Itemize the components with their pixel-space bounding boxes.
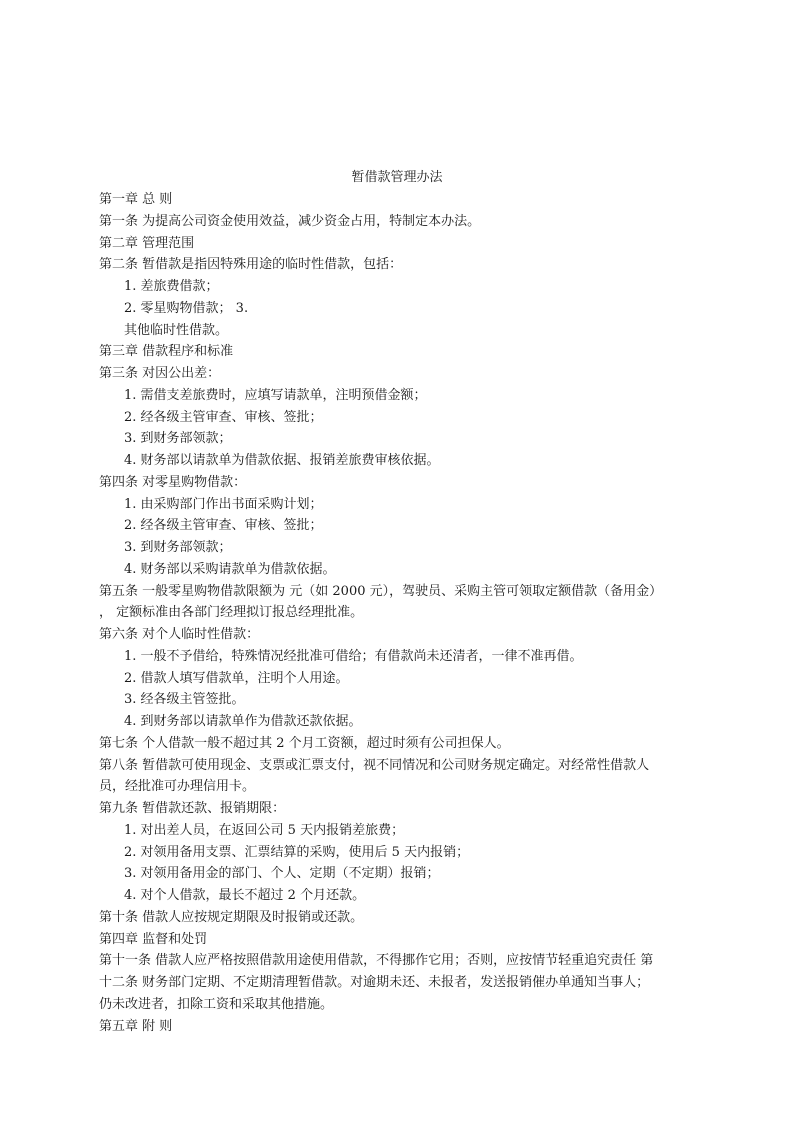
document-title: 暂借款管理办法	[351, 170, 443, 185]
list-item: 2. 经各级主管审查、审核、签批；	[124, 409, 323, 425]
paragraph-line: 第二条 暂借款是指因特殊用途的临时性借款，包括：	[99, 257, 403, 273]
list-item: 4. 对个人借款，最长不超过 2 个月还款。	[124, 888, 366, 903]
list-item: 1. 由采购部门作出书面采购计划；	[124, 496, 323, 512]
list-item: 4. 财务部以采购请款单为借款依据。	[124, 561, 336, 577]
paragraph-line: 第七条 个人借款一般不超过其 2 个月工资额，超过时须有公司担保人。	[99, 735, 510, 751]
paragraph-line: 第十一条 借款人应严格按照借款用途使用借款，不得挪作它用；否则，应按情节轻重追究责任 第	[99, 953, 654, 969]
list-item: 其他临时性借款。	[124, 322, 229, 338]
list-item: 1. 一般不予借给，特殊情况经批准可借给；有借款尚未还清者，一律不准再借。	[124, 648, 583, 664]
paragraph-line: 第五章 附 则	[99, 1018, 173, 1034]
list-item: 1. 需借支差旅费时，应填写请款单，注明预借金额；	[124, 387, 427, 403]
paragraph-line: 第三条 对因公出差：	[99, 366, 221, 381]
list-item: 2. 零星购物借款； 3.	[124, 300, 249, 316]
paragraph-line: 第三章 借款程序和标准	[99, 344, 234, 360]
list-item: 3. 对领用备用金的部门、个人、定期（不定期）报销；	[124, 866, 440, 882]
list-item: 3. 到财务部领款；	[124, 431, 232, 447]
paragraph-line: 第六条 对个人临时性借款：	[99, 627, 260, 642]
paragraph-line: 第十条 借款人应按规定期限及时报销或还款。	[99, 909, 364, 925]
list-item: 2. 经各级主管审查、审核、签批；	[124, 518, 323, 534]
paragraph-line: 仍未改进者，扣除工资和采取其他措施。	[99, 996, 334, 1012]
paragraph-line: 第九条 暂借款还款、报销期限：	[99, 801, 286, 816]
paragraph-line: 第一条 为提高公司资金使用效益，减少资金占用，特制定本办法。	[99, 213, 481, 229]
list-item: 3. 到财务部领款；	[124, 540, 232, 555]
paragraph-line: 员，经批准可办理信用卡。	[99, 779, 256, 795]
paragraph-line: 第五条 一般零星购物借款限额为 元（如 2000 元），驾驶员、采购主管可领取定额借款（备用金）	[99, 583, 663, 599]
paragraph-line: 第四条 对零星购物借款：	[99, 474, 247, 490]
list-item: 1. 差旅费借款；	[124, 279, 219, 294]
paragraph-line: 第一章 总 则	[99, 192, 173, 207]
list-item: 3. 经各级主管签批。	[124, 692, 245, 708]
list-item: 4. 到财务部以请款单作为借款还款依据。	[124, 714, 362, 729]
paragraph-line: 第八条 暂借款可使用现金、支票或汇票支付，视不同情况和公司财务规定确定。对经常性借款人	[99, 757, 650, 773]
paragraph-line: 十二条 财务部门定期、不定期清理暂借款。对逾期未还、未报者，发送报销催办单通知当事人；	[99, 975, 650, 990]
document-body	[99, 189, 709, 1037]
list-item: 1. 对出差人员，在返回公司 5 天内报销差旅费；	[124, 822, 405, 838]
list-item: 2. 对领用备用支票、汇票结算的采购，使用后 5 天内报销；	[124, 844, 470, 860]
list-item: 4. 财务部以请款单为借款依据、报销差旅费审核依据。	[124, 453, 440, 468]
paragraph-line: 第四章 监督和处罚	[99, 931, 208, 947]
paragraph-line: ， 定额标准由各部门经理拟订报总经理批准。	[99, 605, 364, 621]
list-item: 2. 借款人填写借款单，注明个人用途。	[124, 670, 349, 686]
paragraph-line: 第二章 管理范围	[99, 235, 195, 251]
